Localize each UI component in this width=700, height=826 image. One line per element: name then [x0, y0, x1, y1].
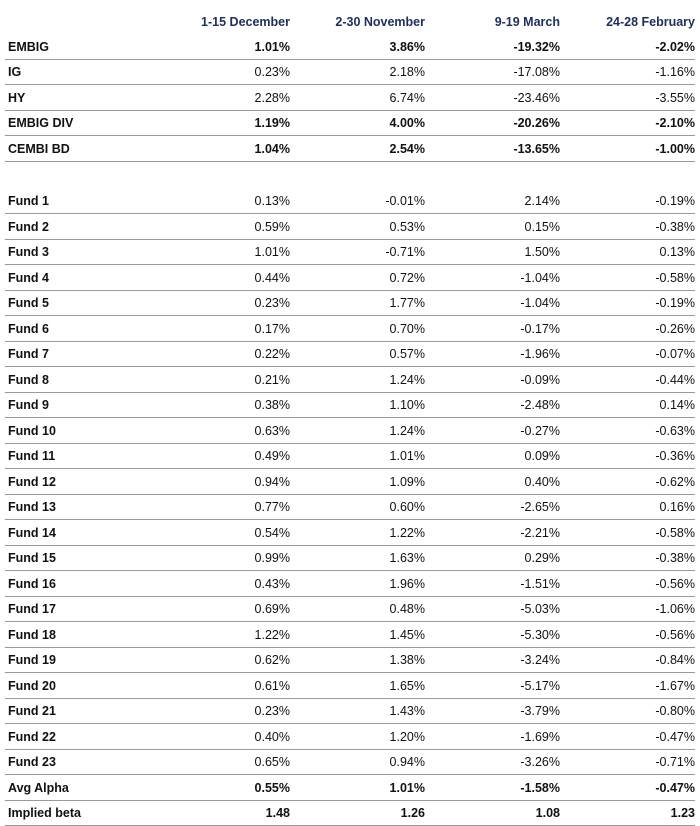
value-cell: 0.99%: [155, 545, 290, 571]
value-cell: -0.07%: [560, 341, 695, 367]
value-cell: -0.26%: [560, 316, 695, 342]
value-cell: -2.21%: [425, 520, 560, 546]
row-label: CEMBI BD: [5, 136, 155, 162]
value-cell: -23.46%: [425, 85, 560, 111]
value-cell: 0.62%: [155, 647, 290, 673]
table-row: [5, 110, 695, 136]
value-cell: 0.15%: [425, 214, 560, 240]
row-label: EMBIG DIV: [5, 110, 155, 136]
value-cell: -0.38%: [560, 214, 695, 240]
row-label: Fund 3: [5, 239, 155, 265]
value-cell: 0.65%: [155, 749, 290, 775]
row-label: Fund 20: [5, 673, 155, 699]
table-row: [5, 775, 695, 801]
value-cell: 0.59%: [155, 214, 290, 240]
value-cell: 3.86%: [290, 34, 425, 59]
row-label: Fund 21: [5, 698, 155, 724]
performance-table: [5, 10, 695, 826]
value-cell: 1.96%: [290, 571, 425, 597]
value-cell: 0.09%: [425, 443, 560, 469]
value-cell: 2.14%: [425, 189, 560, 214]
column-header: 9-19 March: [494, 15, 560, 29]
value-cell: 2.28%: [155, 85, 290, 111]
value-cell: 0.21%: [155, 367, 290, 393]
row-label: EMBIG: [5, 34, 155, 59]
table-row: [5, 392, 695, 418]
value-cell: -0.09%: [425, 367, 560, 393]
value-cell: 1.19%: [155, 110, 290, 136]
value-cell: -0.62%: [560, 469, 695, 495]
value-cell: 1.08: [425, 800, 560, 826]
value-cell: -0.44%: [560, 367, 695, 393]
value-cell: 1.04%: [155, 136, 290, 162]
value-cell: 1.45%: [290, 622, 425, 648]
value-cell: 0.72%: [290, 265, 425, 291]
value-cell: -0.58%: [560, 520, 695, 546]
column-header: 24-28 February: [606, 15, 695, 29]
value-cell: -2.65%: [425, 494, 560, 520]
row-label: IG: [5, 59, 155, 85]
value-cell: 0.13%: [560, 239, 695, 265]
value-cell: -0.01%: [290, 189, 425, 214]
table-row: [5, 800, 695, 826]
value-cell: 1.48: [155, 800, 290, 826]
table-row: [5, 596, 695, 622]
row-label: HY: [5, 85, 155, 111]
value-cell: 0.22%: [155, 341, 290, 367]
value-cell: 1.63%: [290, 545, 425, 571]
value-cell: -0.71%: [560, 749, 695, 775]
table-row: [5, 367, 695, 393]
table-row: [5, 545, 695, 571]
value-cell: 1.09%: [290, 469, 425, 495]
value-cell: 0.43%: [155, 571, 290, 597]
row-label: Fund 13: [5, 494, 155, 520]
row-label: Fund 4: [5, 265, 155, 291]
table-row: [5, 724, 695, 750]
value-cell: 0.57%: [290, 341, 425, 367]
value-cell: -0.36%: [560, 443, 695, 469]
value-cell: 1.23: [560, 800, 695, 826]
row-label: Fund 18: [5, 622, 155, 648]
column-header: 2-30 November: [335, 15, 425, 29]
value-cell: 1.43%: [290, 698, 425, 724]
table-row: [5, 290, 695, 316]
table-row: [5, 494, 695, 520]
value-cell: 1.01%: [290, 443, 425, 469]
table-row: [5, 418, 695, 444]
value-cell: 0.94%: [155, 469, 290, 495]
value-cell: 0.29%: [425, 545, 560, 571]
value-cell: 0.40%: [155, 724, 290, 750]
value-cell: -3.24%: [425, 647, 560, 673]
value-cell: 0.23%: [155, 698, 290, 724]
value-cell: -1.00%: [560, 136, 695, 162]
value-cell: -1.67%: [560, 673, 695, 699]
value-cell: -0.17%: [425, 316, 560, 342]
column-header: 1-15 December: [201, 15, 290, 29]
value-cell: -0.38%: [560, 545, 695, 571]
value-cell: 0.63%: [155, 418, 290, 444]
value-cell: 0.13%: [155, 189, 290, 214]
value-cell: -0.19%: [560, 189, 695, 214]
row-label: Fund 22: [5, 724, 155, 750]
value-cell: -2.48%: [425, 392, 560, 418]
table-row: [5, 59, 695, 85]
value-cell: -5.17%: [425, 673, 560, 699]
value-cell: 0.40%: [425, 469, 560, 495]
value-cell: 1.01%: [155, 34, 290, 59]
table-row: [5, 520, 695, 546]
value-cell: -1.04%: [425, 290, 560, 316]
table-row: [5, 341, 695, 367]
table-row: [5, 443, 695, 469]
value-cell: -1.96%: [425, 341, 560, 367]
value-cell: -0.47%: [560, 775, 695, 801]
table-row: [5, 265, 695, 291]
row-label: Fund 8: [5, 367, 155, 393]
value-cell: -1.69%: [425, 724, 560, 750]
table-row: [5, 316, 695, 342]
value-cell: -0.56%: [560, 622, 695, 648]
fund-section: [5, 189, 695, 826]
value-cell: 1.38%: [290, 647, 425, 673]
table-row: [5, 34, 695, 59]
value-cell: 4.00%: [290, 110, 425, 136]
value-cell: -2.10%: [560, 110, 695, 136]
value-cell: 0.61%: [155, 673, 290, 699]
value-cell: -3.26%: [425, 749, 560, 775]
value-cell: 0.44%: [155, 265, 290, 291]
index-section: [5, 34, 695, 161]
value-cell: 0.16%: [560, 494, 695, 520]
value-cell: -0.71%: [290, 239, 425, 265]
row-label: Fund 19: [5, 647, 155, 673]
row-label: Fund 6: [5, 316, 155, 342]
section-spacer: [5, 161, 695, 189]
value-cell: 0.70%: [290, 316, 425, 342]
value-cell: -0.84%: [560, 647, 695, 673]
value-cell: 2.54%: [290, 136, 425, 162]
table-row: [5, 647, 695, 673]
table-row: [5, 239, 695, 265]
header-row: [5, 10, 695, 34]
value-cell: -0.56%: [560, 571, 695, 597]
value-cell: 0.38%: [155, 392, 290, 418]
value-cell: 1.24%: [290, 367, 425, 393]
value-cell: 0.69%: [155, 596, 290, 622]
value-cell: 1.24%: [290, 418, 425, 444]
value-cell: 0.23%: [155, 59, 290, 85]
value-cell: 0.77%: [155, 494, 290, 520]
value-cell: 0.53%: [290, 214, 425, 240]
table-row: [5, 136, 695, 162]
table-row: [5, 214, 695, 240]
value-cell: -3.79%: [425, 698, 560, 724]
row-label: Fund 9: [5, 392, 155, 418]
value-cell: 1.20%: [290, 724, 425, 750]
row-label: Fund 11: [5, 443, 155, 469]
value-cell: 0.23%: [155, 290, 290, 316]
value-cell: -0.47%: [560, 724, 695, 750]
value-cell: -20.26%: [425, 110, 560, 136]
value-cell: -0.19%: [560, 290, 695, 316]
row-label: Fund 7: [5, 341, 155, 367]
row-label: Avg Alpha: [5, 775, 155, 801]
value-cell: 1.77%: [290, 290, 425, 316]
value-cell: 0.55%: [155, 775, 290, 801]
table-row: [5, 698, 695, 724]
value-cell: -19.32%: [425, 34, 560, 59]
row-label: Fund 5: [5, 290, 155, 316]
value-cell: 1.01%: [155, 239, 290, 265]
value-cell: 0.48%: [290, 596, 425, 622]
row-label: Fund 17: [5, 596, 155, 622]
corner-cell: [5, 10, 155, 34]
row-label: Fund 12: [5, 469, 155, 495]
value-cell: -5.03%: [425, 596, 560, 622]
value-cell: 1.65%: [290, 673, 425, 699]
value-cell: 1.50%: [425, 239, 560, 265]
row-label: Fund 23: [5, 749, 155, 775]
table-row: [5, 189, 695, 214]
row-label: Fund 16: [5, 571, 155, 597]
value-cell: -1.06%: [560, 596, 695, 622]
table-row: [5, 749, 695, 775]
row-label: Fund 15: [5, 545, 155, 571]
value-cell: -3.55%: [560, 85, 695, 111]
value-cell: -1.51%: [425, 571, 560, 597]
value-cell: 0.17%: [155, 316, 290, 342]
table-row: [5, 469, 695, 495]
value-cell: -1.16%: [560, 59, 695, 85]
value-cell: -0.58%: [560, 265, 695, 291]
row-label: Implied beta: [5, 800, 155, 826]
value-cell: -5.30%: [425, 622, 560, 648]
value-cell: 1.26: [290, 800, 425, 826]
value-cell: 0.94%: [290, 749, 425, 775]
value-cell: -13.65%: [425, 136, 560, 162]
table-row: [5, 622, 695, 648]
row-label: Fund 1: [5, 189, 155, 214]
table-row: [5, 673, 695, 699]
value-cell: 0.49%: [155, 443, 290, 469]
table-row: [5, 571, 695, 597]
value-cell: 1.10%: [290, 392, 425, 418]
value-cell: -1.58%: [425, 775, 560, 801]
value-cell: 2.18%: [290, 59, 425, 85]
value-cell: 6.74%: [290, 85, 425, 111]
value-cell: -2.02%: [560, 34, 695, 59]
value-cell: -0.80%: [560, 698, 695, 724]
table-row: [5, 85, 695, 111]
row-label: Fund 10: [5, 418, 155, 444]
value-cell: -1.04%: [425, 265, 560, 291]
value-cell: 0.14%: [560, 392, 695, 418]
value-cell: 1.22%: [290, 520, 425, 546]
value-cell: 0.54%: [155, 520, 290, 546]
value-cell: 1.01%: [290, 775, 425, 801]
row-label: Fund 14: [5, 520, 155, 546]
value-cell: -0.27%: [425, 418, 560, 444]
value-cell: -0.63%: [560, 418, 695, 444]
value-cell: -17.08%: [425, 59, 560, 85]
value-cell: 0.60%: [290, 494, 425, 520]
value-cell: 1.22%: [155, 622, 290, 648]
row-label: Fund 2: [5, 214, 155, 240]
spacer-row: [5, 161, 695, 189]
